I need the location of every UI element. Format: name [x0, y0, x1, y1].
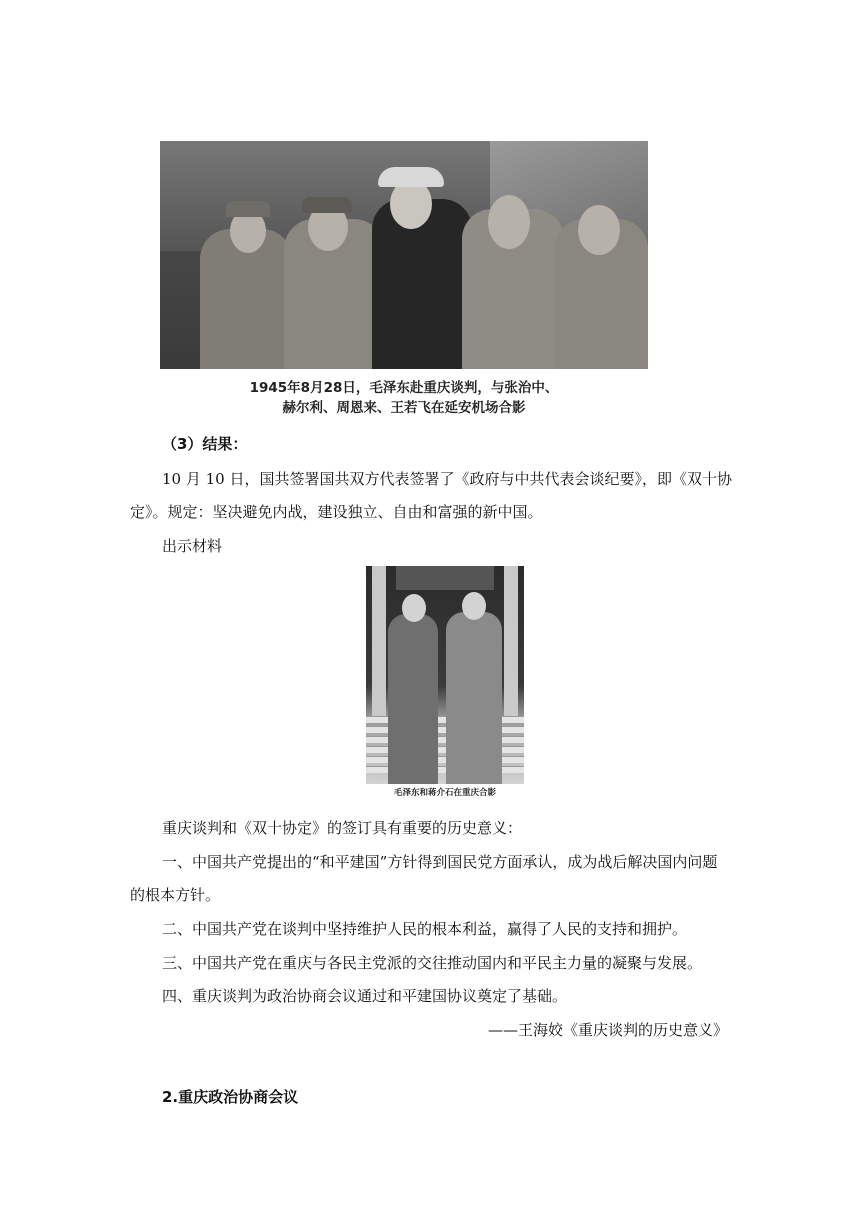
- photo-chongqing: [366, 566, 524, 784]
- paragraph-line: 出示材料: [162, 537, 223, 555]
- paragraph-line: 一、中国共产党提出的“和平建国”方针得到国民党方面承认，成为战后解决国内问题: [162, 853, 718, 871]
- caption-line: 赫尔利、周恩来、王若飞在延安机场合影: [282, 400, 526, 416]
- paragraph-line: 四、重庆谈判为政治协商会议通过和平建国协议奠定了基础。: [162, 987, 568, 1005]
- section-heading: 2.重庆政治协商会议: [162, 1088, 299, 1106]
- paragraph-line: 重庆谈判和《双十协定》的签订具有重要的历史意义：: [162, 819, 523, 837]
- caption-line: 1945年8月28日，毛泽东赴重庆谈判，与张治中、: [249, 380, 559, 396]
- source-citation: ——王海姣《重庆谈判的历史意义》: [488, 1021, 729, 1039]
- photo-caption: 毛泽东和蒋介石在重庆合影: [393, 788, 496, 798]
- photo-caption: [160, 378, 648, 418]
- paragraph-line: 二、中国共产党在谈判中坚持维护人民的根本利益，赢得了人民的支持和拥护。: [162, 920, 688, 938]
- paragraph-line: 定》。规定：坚决避免内战，建设独立、自由和富强的新中国。: [130, 503, 543, 521]
- paragraph-line: 的根本方针。: [130, 886, 221, 904]
- section-heading: （3）结果：: [162, 435, 248, 453]
- paragraph-line: 三、中国共产党在重庆与各民主党派的交往推动国内和平民主力量的凝聚与发展。: [162, 954, 703, 972]
- paragraph-line: 10 月 10 日，国共签署国共双方代表签署了《政府与中共代表会谈纪要》，即《双十协: [162, 470, 732, 488]
- photo-yanan-airport: [160, 141, 648, 369]
